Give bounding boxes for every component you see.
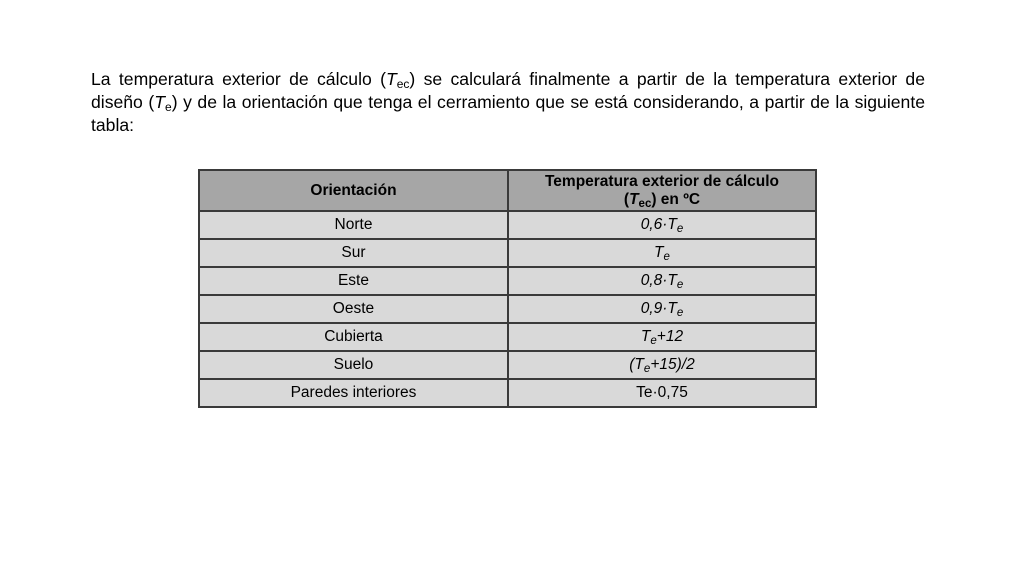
- formula-subscript: e: [676, 223, 684, 235]
- formula-main: Te·0,75: [636, 384, 688, 401]
- orientation-cell: Cubierta: [199, 323, 508, 351]
- paragraph-text-3: ) y de la orientación que tenga el cerramiento que se está considerando, a partir de la siguiente tabla:: [91, 92, 925, 135]
- table-row: [199, 295, 816, 323]
- te-subscript: e: [165, 100, 172, 114]
- formula-main: 0,6·T: [640, 216, 677, 233]
- tec-symbol: T: [385, 69, 397, 89]
- formula-subscript: e: [650, 335, 657, 347]
- table-row: [199, 239, 816, 267]
- formula-main: 0,8·T: [640, 272, 677, 289]
- formula-cell: [508, 295, 816, 323]
- formula-suffix: +15)/2: [650, 356, 695, 373]
- formula-cell: [508, 351, 816, 379]
- header-open-paren: (: [623, 190, 630, 208]
- formula-subscript: e: [676, 307, 684, 319]
- formula-subscript: e: [643, 363, 651, 375]
- orientation-cell: Suelo: [199, 351, 508, 379]
- orientation-cell: Este: [199, 267, 508, 295]
- temperature-table: [198, 169, 817, 408]
- table-row: [199, 211, 816, 239]
- tec-subscript: ec: [396, 77, 410, 91]
- table-row: [199, 351, 816, 379]
- formula-main: 0,9·T: [640, 300, 677, 317]
- formula-cell: [508, 323, 816, 351]
- te-symbol: T: [154, 92, 165, 112]
- formula-main: T: [654, 244, 664, 261]
- header-temperature-line1: Temperatura exterior de cálculo: [544, 172, 779, 190]
- table-row: [199, 267, 816, 295]
- formula-main: (T: [629, 356, 644, 373]
- formula-cell: [508, 267, 816, 295]
- intro-paragraph: [91, 68, 925, 137]
- header-orientation: Orientación: [199, 170, 508, 211]
- formula-subscript: e: [676, 279, 684, 291]
- paragraph-text-2: ) se calculará finalmente a partir de la temperatura exterior de diseño (: [91, 69, 925, 112]
- paragraph-text-1: La temperatura exterior de cálculo (: [91, 69, 386, 89]
- header-tec-symbol: T: [629, 190, 639, 208]
- orientation-cell: Norte: [199, 211, 508, 239]
- orientation-cell: Sur: [199, 239, 508, 267]
- table-header-row: [199, 170, 816, 211]
- table-row: [199, 323, 816, 351]
- header-unit: ) en ºC: [651, 190, 701, 208]
- orientation-cell: Paredes interiores: [199, 379, 508, 407]
- orientation-cell: Oeste: [199, 295, 508, 323]
- table-row: [199, 379, 816, 407]
- formula-cell: [508, 239, 816, 267]
- formula-suffix: +12: [656, 328, 684, 345]
- header-temperature: [508, 170, 816, 211]
- formula-main: T: [640, 328, 651, 345]
- formula-subscript: e: [663, 251, 670, 263]
- header-tec-subscript: ec: [638, 197, 652, 210]
- formula-cell: [508, 379, 816, 407]
- formula-cell: [508, 211, 816, 239]
